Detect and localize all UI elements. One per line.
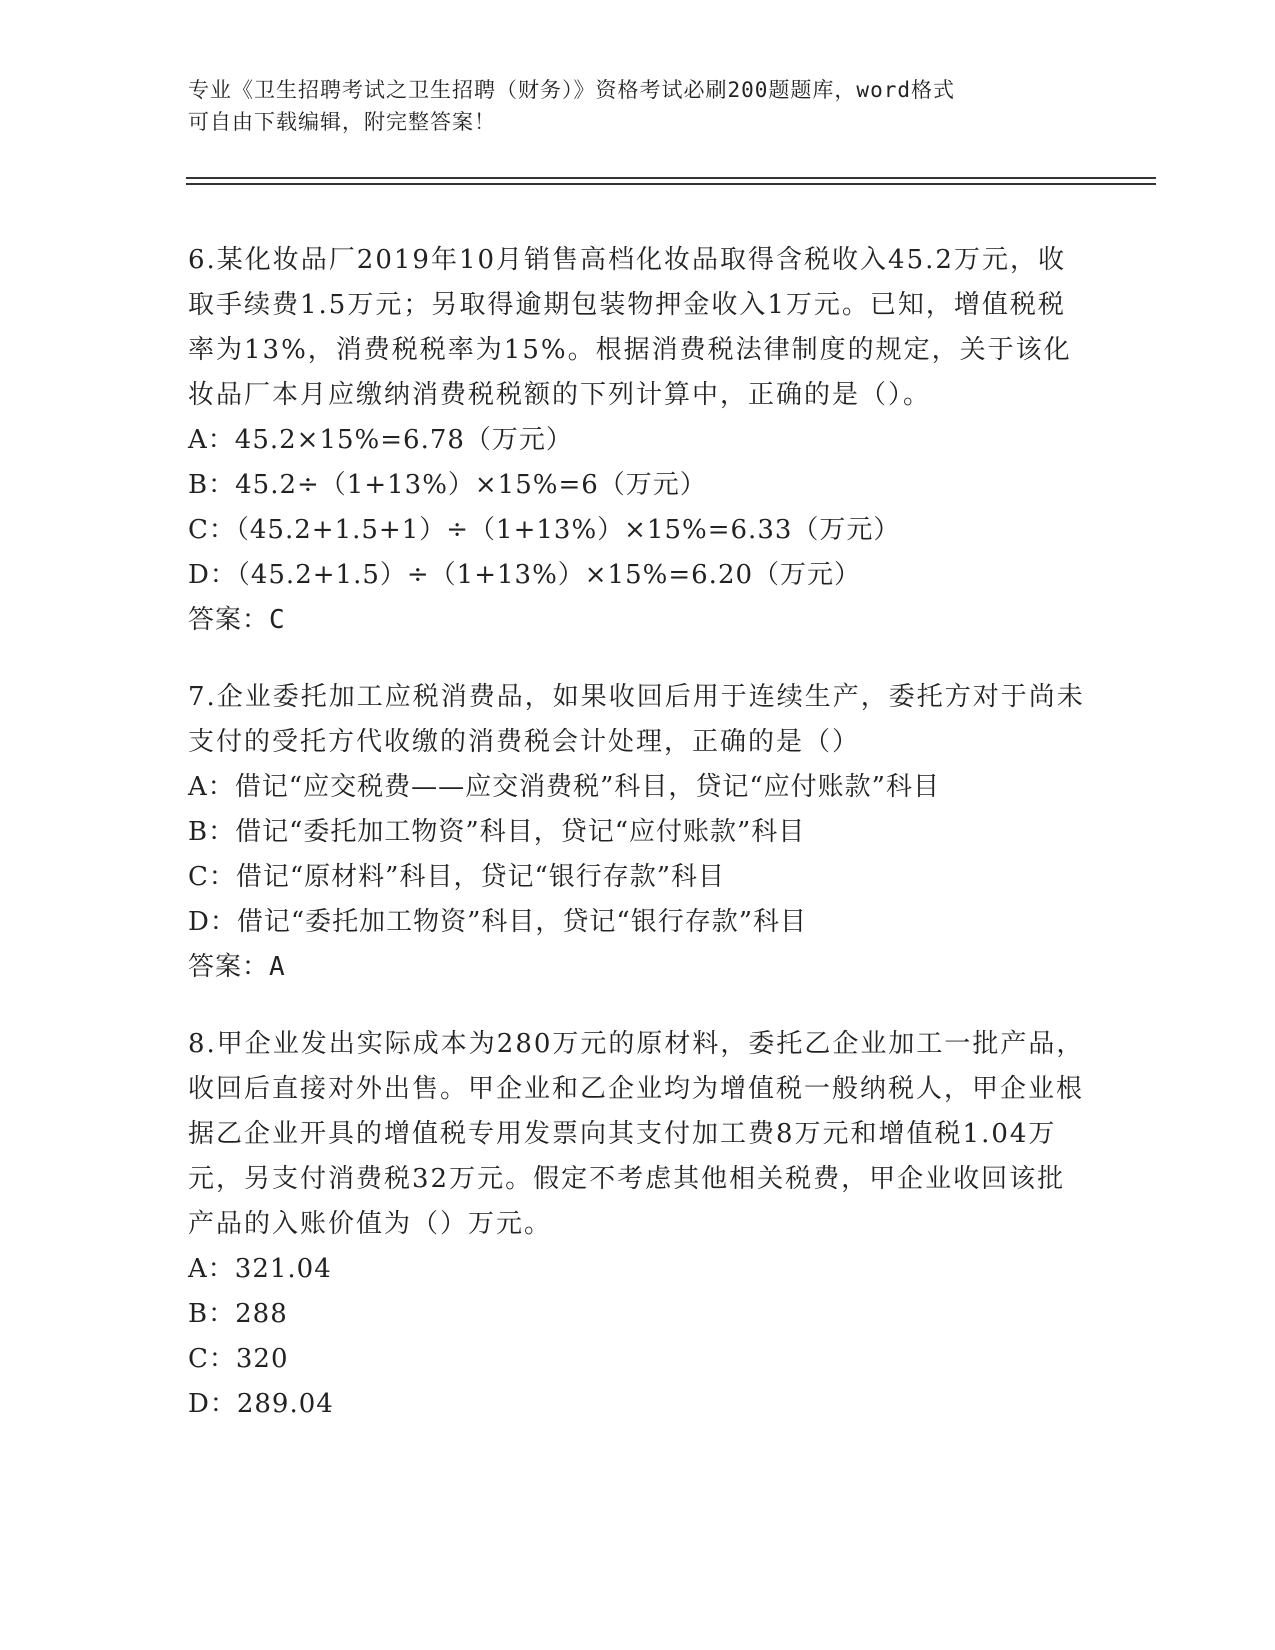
option-c: C：（45.2+1.5+1）÷（1+13%）×15%=6.33（万元） (188, 515, 901, 545)
header-line-2: 可自由下载编辑，附完整答案！ (188, 110, 496, 134)
question-text: 7.企业委托加工应税消费品，如果收回后用于连续生产，委托方对于尚未支付的受托方代收缴的消费税会计处理，正确的是（） (188, 682, 1085, 757)
question-text: 6.某化妆品厂2019年10月销售高档化妆品取得含税收入45.2万元，收取手续费1.5万元；另取得逾期包装物押金收入1万元。已知，增值税税率为13%，消费税税率为15%。根据消费税法律制度的规定，关于该化妆品厂本月应缴纳消费税税额的下列计算中，正确的是（）。 (188, 245, 1072, 410)
option-b: B：借记“委托加工物资”科目，贷记“应付账款”科目 (188, 817, 806, 847)
document-header (188, 74, 1068, 138)
question-8 (188, 1022, 1088, 1427)
header-divider-bottom (186, 183, 1156, 185)
question-text: 8.甲企业发出实际成本为280万元的原材料，委托乙企业加工一批产品，收回后直接对外出售。甲企业和乙企业均为增值税一般纳税人，甲企业根据乙企业开具的增值税专用发票向其支付加工费8万元和增值税1.04万元，另支付消费税32万元。假定不考虑其他相关税费，甲企业收回该批产品的入账价值为（）万元。 (188, 1029, 1085, 1239)
answer: 答案：C (188, 605, 286, 635)
header-line-1: 专业《卫生招聘考试之卫生招聘（财务）》资格考试必刷200题题库，word格式 (188, 78, 955, 102)
option-a: A：借记“应交税费——应交消费税”科目，贷记“应付账款”科目 (188, 772, 940, 802)
answer: 答案：A (188, 952, 286, 982)
option-d: D：289.04 (188, 1389, 334, 1419)
option-c: C：320 (188, 1344, 289, 1374)
option-a: A：45.2×15%=6.78（万元） (188, 425, 573, 455)
question-6 (188, 238, 1088, 643)
header-divider-top (186, 177, 1156, 179)
question-7 (188, 675, 1088, 990)
option-a: A：321.04 (188, 1254, 332, 1284)
option-d: D：借记“委托加工物资”科目，贷记“银行存款”科目 (188, 907, 808, 937)
option-c: C：借记“原材料”科目，贷记“银行存款”科目 (188, 862, 726, 892)
option-b: B：288 (188, 1299, 288, 1329)
question-list (188, 238, 1088, 1459)
option-d: D：（45.2+1.5）÷（1+13%）×15%=6.20（万元） (188, 560, 862, 590)
option-b: B：45.2÷（1+13%）×15%=6（万元） (188, 470, 707, 500)
